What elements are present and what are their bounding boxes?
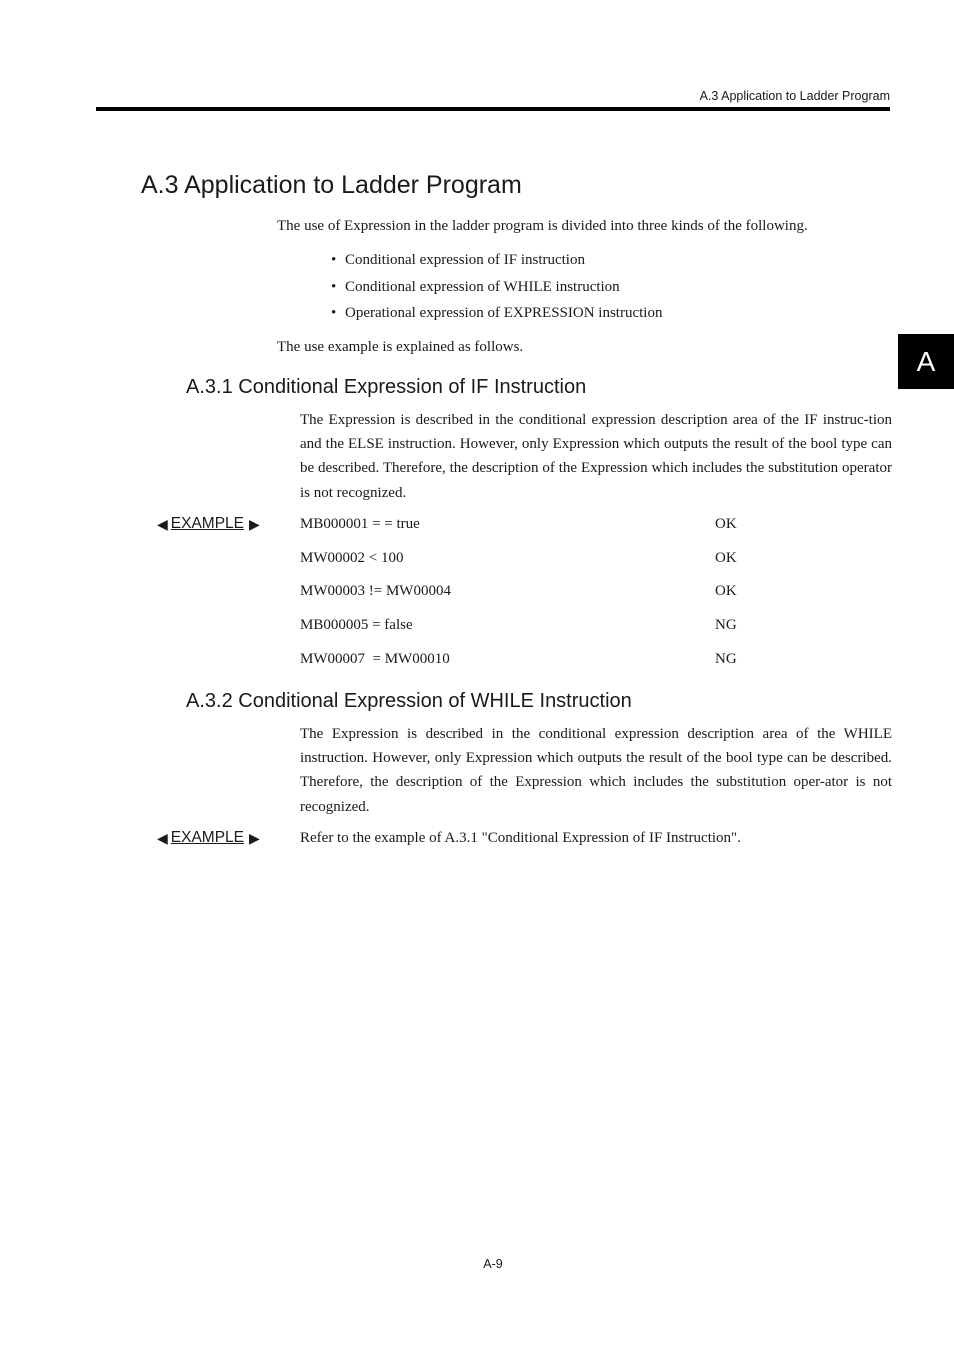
section-outro: The use example is explained as follows. [277, 339, 524, 355]
example-reference-text: Refer to the example of A.3.1 "Conditional Expression of IF Instruction". [300, 830, 741, 846]
bullet-icon: • [331, 278, 337, 295]
example-expression: MB000005 = false [300, 617, 413, 633]
list-item: • Conditional expression of WHILE instruction [331, 275, 662, 302]
example-result: OK [715, 550, 737, 566]
section-intro: The use of Expression in the ladder program is divided into three kinds of the following. [277, 218, 808, 234]
triangle-left-icon: ◀ [157, 515, 168, 532]
example-result: OK [715, 583, 737, 599]
running-header: A.3 Application to Ladder Program [699, 89, 890, 103]
example-expression: MW00002 < 100 [300, 550, 404, 566]
subsection-title-while: A.3.2 Conditional Expression of WHILE Instruction [186, 690, 632, 712]
example-expression: MB000001 = = true [300, 516, 420, 532]
example-result: NG [715, 651, 737, 667]
chapter-tab: A [898, 334, 954, 389]
example-label: EXAMPLE [170, 515, 245, 532]
bullet-list [331, 248, 662, 328]
example-label: EXAMPLE [170, 829, 245, 846]
section-title: A.3 Application to Ladder Program [141, 171, 522, 199]
subsection-title-if: A.3.1 Conditional Expression of IF Instruction [186, 376, 587, 398]
triangle-left-icon: ◀ [157, 829, 168, 846]
example-result: NG [715, 617, 737, 633]
example-marker [157, 829, 260, 847]
bullet-icon: • [331, 305, 337, 321]
page-number: A-9 [483, 1257, 503, 1271]
bullet-icon: • [331, 252, 337, 268]
triangle-right-icon: ▶ [249, 515, 260, 532]
subsection-body-if: The Expression is described in the conditional expression description area of the IF instruc-tion and the ELSE instruction. However, only Expression which outputs the result of the bool type can be described. Therefore, the description of the Expression which includes the substitution operator is not recognized. [300, 412, 892, 501]
example-result: OK [715, 516, 737, 532]
example-marker [157, 515, 260, 533]
subsection-body-while: The Expression is described in the conditional expression description area of the WHILE instruction. However, only Expression which outputs the result of the bool type can be described. Therefore, the description of the Expression which includes the substitution oper-ator is not recognized. [300, 726, 892, 815]
list-item: • Conditional expression of IF instruction [331, 248, 662, 275]
example-expression: MW00007 = MW00010 [300, 651, 450, 667]
example-expression: MW00003 != MW00004 [300, 583, 451, 599]
triangle-right-icon: ▶ [249, 829, 260, 846]
list-item: • Operational expression of EXPRESSION instruction [331, 301, 662, 328]
header-rule [96, 107, 890, 111]
